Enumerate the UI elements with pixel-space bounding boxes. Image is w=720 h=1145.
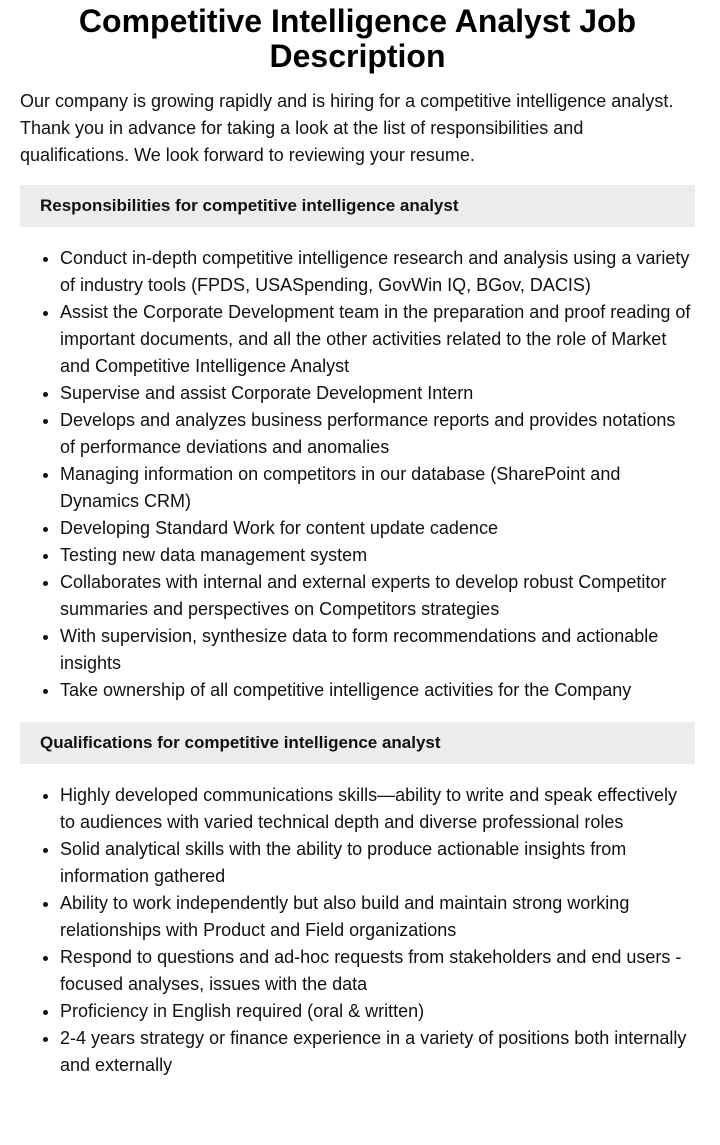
list-item: • Conduct in-depth competitive intelligence research and analysis using a variety of industry tools (FPDS, USASpending, GovWin IQ, BGov, DACIS) — [60, 245, 695, 299]
list-item: • Take ownership of all competitive intelligence activities for the Company — [60, 677, 695, 704]
list-item: • Ability to work independently but also build and maintain strong working relationships with Product and Field organizations — [60, 890, 695, 944]
list-item: • Assist the Corporate Development team in the preparation and proof reading of important documents, and all the other activities related to the role of Market and Competitive Intelligence Analyst — [60, 299, 695, 380]
job-description — [0, 4, 720, 1079]
qualifications-heading: Qualifications for competitive intelligence analyst — [20, 722, 695, 764]
list-item: • Developing Standard Work for content update cadence — [60, 515, 695, 542]
page-title: Competitive Intelligence Analyst Job Description — [78, 3, 637, 74]
list-item: • Managing information on competitors in our database (SharePoint and Dynamics CRM) — [60, 461, 695, 515]
list-item: • Highly developed communications skills—ability to write and speak effectively to audiences with varied technical depth and diverse professional roles — [60, 782, 695, 836]
qualifications-list — [20, 782, 695, 1079]
list-item: • 2-4 years strategy or finance experience in a variety of positions both internally and externally — [60, 1025, 695, 1079]
list-item: • Proficiency in English required (oral & written) — [60, 998, 695, 1025]
list-item: • Develops and analyzes business performance reports and provides notations of performance deviations and anomalies — [60, 407, 695, 461]
list-item: • Testing new data management system — [60, 542, 695, 569]
list-item: • Collaborates with internal and external experts to develop robust Competitor summaries and perspectives on Competitors strategies — [60, 569, 695, 623]
intro-text: Our company is growing rapidly and is hiring for a competitive intelligence analyst. Thank you in advance for taking a look at the list of responsibilities and qualifications. We look forward to reviewing your resume. — [20, 91, 674, 165]
list-item: • Respond to questions and ad-hoc requests from stakeholders and end users - focused analyses, issues with the data — [60, 944, 695, 998]
responsibilities-heading: Responsibilities for competitive intelligence analyst — [20, 185, 695, 227]
list-item: • With supervision, synthesize data to form recommendations and actionable insights — [60, 623, 695, 677]
responsibilities-list — [20, 245, 695, 704]
list-item: • Solid analytical skills with the ability to produce actionable insights from information gathered — [60, 836, 695, 890]
list-item: • Supervise and assist Corporate Development Intern — [60, 380, 695, 407]
